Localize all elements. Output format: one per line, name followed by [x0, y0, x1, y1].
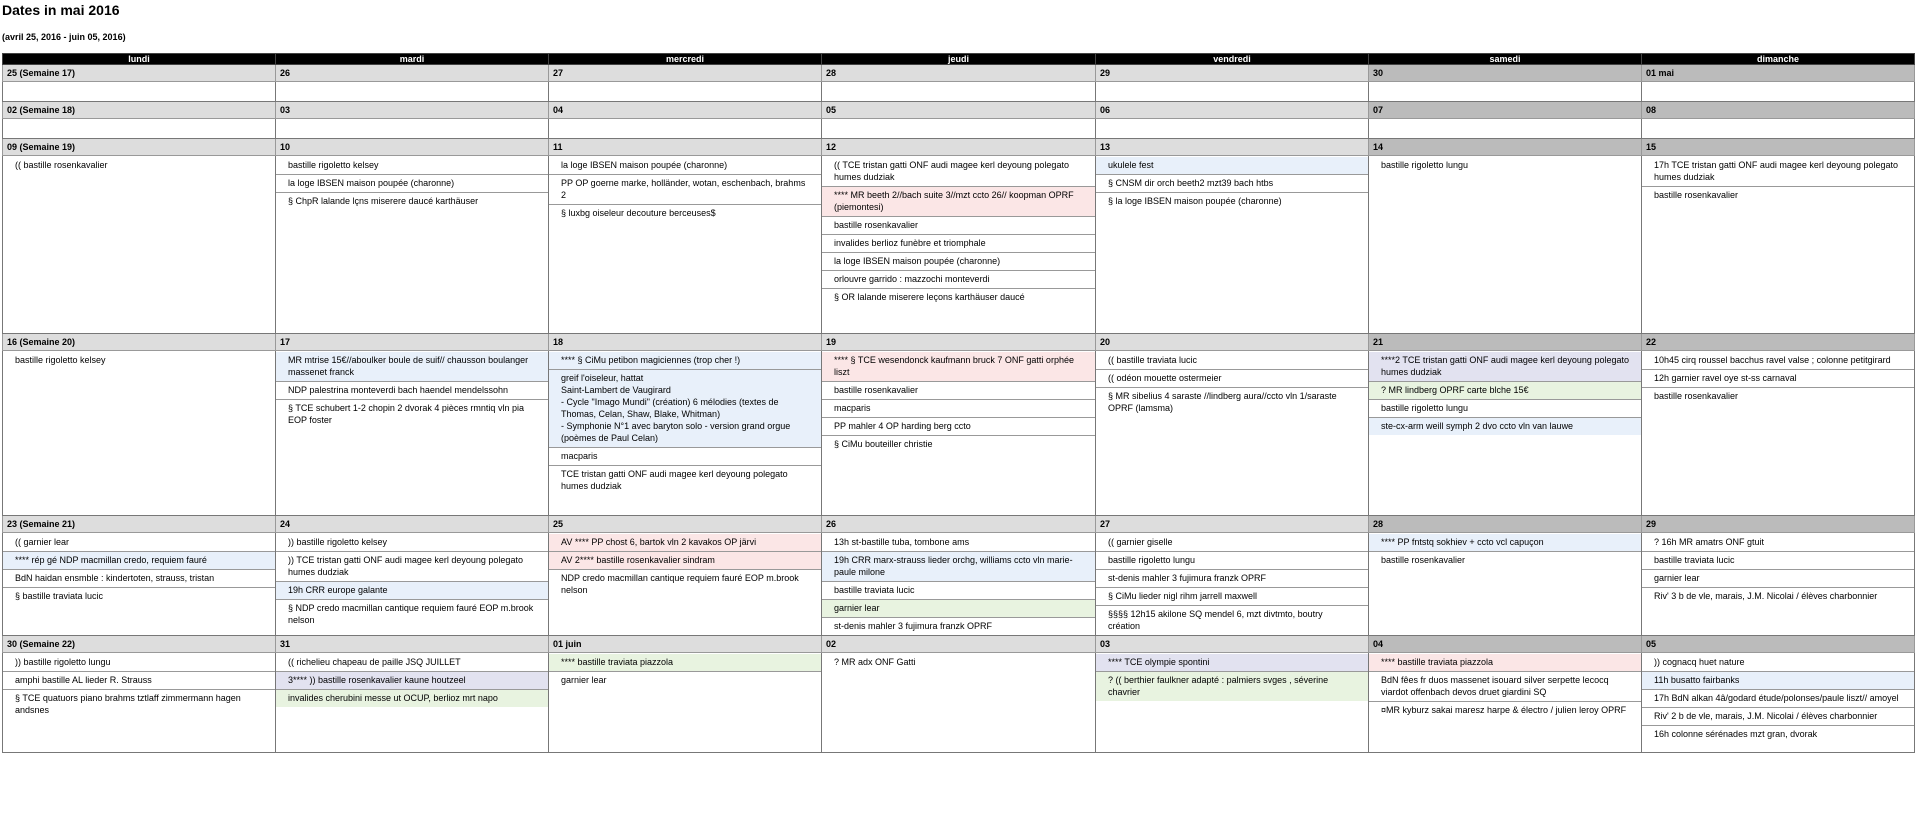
- calendar-event[interactable]: **** rép gé NDP macmillan credo, requiem fauré: [3, 552, 275, 570]
- weekday-dimanche: dimanche: [1642, 54, 1915, 65]
- calendar-event[interactable]: § ChpR lalande lçns miserere daucé karthäuser: [288, 196, 479, 206]
- calendar-event[interactable]: Riv' 2 b de vle, marais, J.M. Nicolai / élèves charbonnier: [1642, 708, 1914, 726]
- day-cell[interactable]: [1096, 351, 1369, 516]
- day-header-row: [3, 65, 1915, 82]
- calendar-event[interactable]: BdN fêes fr duos massenet isouard silver serpette lecocq viardot offenbach devos druet giardini SQ: [1369, 672, 1641, 702]
- day-header-row: [3, 102, 1915, 119]
- calendar-event[interactable]: ****2 TCE tristan gatti ONF audi magee kerl deyoung polegato humes dudziak: [1369, 352, 1641, 382]
- day-number[interactable]: 28: [822, 65, 1096, 82]
- day-number[interactable]: 29: [1096, 65, 1369, 82]
- calendar-event[interactable]: ? MR lindberg OPRF carte blche 15€: [1369, 382, 1641, 400]
- calendar-event[interactable]: 19h CRR marx-strauss lieder orchg, williams ccto vln marie-paule milone: [822, 552, 1095, 582]
- calendar-event[interactable]: ste-cx-arm weill symph 2 dvo ccto vln van lauwe: [1369, 418, 1641, 435]
- day-number[interactable]: 04: [1369, 636, 1642, 653]
- calendar-event[interactable]: invalides cherubini messe ut OCUP, berlioz mrt napo: [276, 690, 548, 707]
- weekday-header-row: [3, 54, 1915, 65]
- day-header-row: [3, 636, 1915, 653]
- calendar-event[interactable]: **** bastille traviata piazzola: [549, 654, 821, 672]
- day-cell[interactable]: [1369, 156, 1642, 334]
- day-number[interactable]: 19: [822, 334, 1096, 351]
- weekday-mercredi: mercredi: [549, 54, 822, 65]
- calendar-event[interactable]: st-denis mahler 3 fujimura franzk OPRF: [834, 621, 993, 631]
- calendar-event[interactable]: **** § TCE wesendonck kaufmann bruck 7 ONF gatti orphée liszt: [822, 352, 1095, 382]
- calendar-event[interactable]: garnier lear: [561, 675, 607, 685]
- calendar-event[interactable]: (( TCE tristan gatti ONF audi magee kerl deyoung polegato humes dudziak: [822, 157, 1095, 187]
- calendar-event[interactable]: 16h colonne sérénades mzt gran, dvorak: [1654, 729, 1818, 739]
- day-number[interactable]: 13: [1096, 139, 1369, 156]
- calendar-event[interactable]: **** PP fntstq sokhiev + ccto vcl capuçon: [1369, 534, 1641, 552]
- day-cell[interactable]: [1096, 119, 1369, 139]
- day-cell[interactable]: [1369, 653, 1642, 753]
- calendar-event[interactable]: § MR sibelius 4 saraste //lindberg aura//ccto vln 1/saraste OPRF (lamsma): [1108, 391, 1337, 413]
- calendar-event[interactable]: (( garnier giselle: [1096, 534, 1368, 552]
- calendar-event[interactable]: 17h TCE tristan gatti ONF audi magee kerl deyoung polegato humes dudziak: [1642, 157, 1914, 187]
- calendar-event[interactable]: **** TCE olympie spontini: [1096, 654, 1368, 672]
- calendar-event[interactable]: la loge IBSEN maison poupée (charonne): [276, 175, 548, 193]
- day-cell[interactable]: [1096, 156, 1369, 334]
- calendar-event[interactable]: macparis: [549, 448, 821, 466]
- calendar-event[interactable]: bastille traviata lucic: [1642, 552, 1914, 570]
- calendar-event[interactable]: )) bastille rigoletto kelsey: [276, 534, 548, 552]
- calendar-event[interactable]: )) bastille rigoletto lungu: [3, 654, 275, 672]
- calendar-event[interactable]: (( richelieu chapeau de paille JSQ JUILLET: [276, 654, 548, 672]
- day-number[interactable]: 25: [549, 516, 822, 533]
- weekday-lundi: lundi: [3, 54, 276, 65]
- calendar-event[interactable]: § la loge IBSEN maison poupée (charonne): [1108, 196, 1282, 206]
- day-cell[interactable]: [822, 533, 1096, 636]
- calendar-event[interactable]: **** bastille traviata piazzola: [1369, 654, 1641, 672]
- calendar-event[interactable]: la loge IBSEN maison poupée (charonne): [822, 253, 1095, 271]
- day-number[interactable]: 06: [1096, 102, 1369, 119]
- day-number[interactable]: 12: [822, 139, 1096, 156]
- day-cell[interactable]: [1642, 533, 1915, 636]
- weekday-mardi: mardi: [276, 54, 549, 65]
- calendar-event[interactable]: § CiMu lieder nigl rihm jarrell maxwell: [1096, 588, 1368, 606]
- calendar-event[interactable]: greif l'oiseleur, hattat Saint-Lambert de Vaugirard - Cycle "Imago Mundi" (création) 6 mélodies (textes de Thomas, Celan, Shaw, Blake, Whitman) - Symphonie N°1 avec baryton solo - version grand orgue (poèmes de Paul Celan): [549, 370, 821, 448]
- day-number[interactable]: 27: [549, 65, 822, 82]
- calendar-event[interactable]: st-denis mahler 3 fujimura franzk OPRF: [1096, 570, 1368, 588]
- day-content-row: [3, 351, 1915, 516]
- day-cell[interactable]: [1369, 119, 1642, 139]
- day-cell[interactable]: [1369, 533, 1642, 636]
- day-cell[interactable]: [1096, 653, 1369, 753]
- calendar-event[interactable]: PP mahler 4 OP harding berg ccto: [822, 418, 1095, 436]
- calendar-event[interactable]: §§§§ 12h15 akilone SQ mendel 6, mzt divtmto, boutry création: [1108, 609, 1323, 631]
- date-range: (avril 25, 2016 - juin 05, 2016): [2, 32, 126, 42]
- day-header-row: [3, 139, 1915, 156]
- day-cell[interactable]: [1642, 653, 1915, 753]
- calendar-event[interactable]: ukulele fest: [1096, 157, 1368, 175]
- calendar-event[interactable]: ¤MR kyburz sakai maresz harpe & électro / julien leroy OPRF: [1381, 705, 1627, 715]
- day-number[interactable]: 08: [1642, 102, 1915, 119]
- calendar-event[interactable]: orlouvre garrido : mazzochi monteverdi: [822, 271, 1095, 289]
- day-number[interactable]: 30 (Semaine 22): [3, 636, 276, 653]
- day-number[interactable]: 17: [276, 334, 549, 351]
- day-cell[interactable]: [1096, 533, 1369, 636]
- calendar-event[interactable]: AV **** PP chost 6, bartok vln 2 kavakos OP järvi: [549, 534, 821, 552]
- day-number[interactable]: 05: [1642, 636, 1915, 653]
- calendar-event[interactable]: 10h45 cirq roussel bacchus ravel valse ; colonne petitgirard: [1642, 352, 1914, 370]
- day-cell[interactable]: [822, 82, 1096, 102]
- weekday-jeudi: jeudi: [822, 54, 1096, 65]
- calendar-event[interactable]: la loge IBSEN maison poupée (charonne): [549, 157, 821, 175]
- calendar-event[interactable]: Riv' 3 b de vle, marais, J.M. Nicolai / élèves charbonnier: [1654, 591, 1878, 601]
- calendar-event[interactable]: (( garnier lear: [3, 534, 275, 552]
- day-number[interactable]: 07: [1369, 102, 1642, 119]
- calendar-event[interactable]: § luxbg oiseleur decouture berceuses$: [561, 208, 716, 218]
- day-number[interactable]: 27: [1096, 516, 1369, 533]
- calendar-event[interactable]: 19h CRR europe galante: [276, 582, 548, 600]
- calendar-event[interactable]: ? MR adx ONF Gatti: [834, 657, 916, 667]
- calendar-event[interactable]: AV 2**** bastille rosenkavalier sindram: [549, 552, 821, 570]
- calendar-event[interactable]: § TCE schubert 1-2 chopin 2 dvorak 4 pièces rmntiq vln pia EOP foster: [288, 403, 524, 425]
- day-cell[interactable]: [822, 653, 1096, 753]
- day-content-row: [3, 156, 1915, 334]
- day-content-row: [3, 82, 1915, 102]
- calendar-event[interactable]: ? 16h MR amatrs ONF gtuit: [1642, 534, 1914, 552]
- day-cell[interactable]: [276, 351, 549, 516]
- day-content-row: [3, 653, 1915, 753]
- day-header-row: [3, 516, 1915, 533]
- calendar-event[interactable]: 13h st-bastille tuba, tombone ams: [822, 534, 1095, 552]
- calendar-event[interactable]: § NDP credo macmillan cantique requiem fauré EOP m.brook nelson: [288, 603, 534, 625]
- day-cell[interactable]: [1642, 119, 1915, 139]
- day-number[interactable]: 01 mai: [1642, 65, 1915, 82]
- day-number[interactable]: 31: [276, 636, 549, 653]
- day-number[interactable]: 02: [822, 636, 1096, 653]
- calendar-event[interactable]: bastille rigoletto lungu: [1369, 400, 1641, 418]
- weekday-vendredi: vendredi: [1096, 54, 1369, 65]
- calendar-event[interactable]: bastille rosenkavalier: [1654, 190, 1739, 200]
- day-number[interactable]: 20: [1096, 334, 1369, 351]
- day-number[interactable]: 10: [276, 139, 549, 156]
- day-number[interactable]: 04: [549, 102, 822, 119]
- day-number[interactable]: 05: [822, 102, 1096, 119]
- day-cell[interactable]: [549, 533, 822, 636]
- calendar-event[interactable]: amphi bastille AL lieder R. Strauss: [3, 672, 275, 690]
- day-cell[interactable]: [822, 351, 1096, 516]
- day-cell[interactable]: [549, 653, 822, 753]
- day-number[interactable]: 28: [1369, 516, 1642, 533]
- day-cell[interactable]: [3, 156, 276, 334]
- page-title: Dates in mai 2016: [2, 2, 120, 18]
- day-number[interactable]: 25 (Semaine 17): [3, 65, 276, 82]
- calendar-event[interactable]: § bastille traviata lucic: [15, 591, 104, 601]
- calendar-event[interactable]: bastille rosenkavalier: [1654, 391, 1739, 401]
- calendar-event[interactable]: ? (( berthier faulkner adapté : palmiers svges , séverine chavrier: [1096, 672, 1368, 701]
- calendar-event[interactable]: bastille rigoletto lungu: [1096, 552, 1368, 570]
- day-content-row: [3, 533, 1915, 636]
- day-cell[interactable]: [549, 351, 822, 516]
- calendar-event[interactable]: **** § CiMu petibon magiciennes (trop cher !): [549, 352, 821, 370]
- calendar-body: [3, 65, 1915, 753]
- day-number[interactable]: 21: [1369, 334, 1642, 351]
- calendar-event[interactable]: § CNSM dir orch beeth2 mzt39 bach htbs: [1096, 175, 1368, 193]
- day-number[interactable]: 14: [1369, 139, 1642, 156]
- day-header-row: [3, 334, 1915, 351]
- calendar-event[interactable]: bastille traviata lucic: [822, 582, 1095, 600]
- calendar-event[interactable]: 17h BdN alkan 4â/godard étude/polonses/paule liszt// amoyel: [1642, 690, 1914, 708]
- day-cell[interactable]: [1642, 351, 1915, 516]
- day-cell[interactable]: [3, 653, 276, 753]
- calendar-event[interactable]: bastille rigoletto kelsey: [15, 355, 106, 365]
- day-cell[interactable]: [276, 119, 549, 139]
- day-cell[interactable]: [3, 351, 276, 516]
- calendar-event[interactable]: bastille rosenkavalier: [822, 382, 1095, 400]
- day-cell[interactable]: [549, 119, 822, 139]
- calendar-event[interactable]: 3**** )) bastille rosenkavalier kaune houtzeel: [276, 672, 548, 690]
- day-number[interactable]: 02 (Semaine 18): [3, 102, 276, 119]
- calendar-event[interactable]: )) TCE tristan gatti ONF audi magee kerl deyoung polegato humes dudziak: [276, 552, 548, 582]
- weekday-samedi: samedi: [1369, 54, 1642, 65]
- day-cell[interactable]: [1642, 82, 1915, 102]
- day-number[interactable]: 26: [822, 516, 1096, 533]
- day-number[interactable]: 16 (Semaine 20): [3, 334, 276, 351]
- calendar-event[interactable]: (( bastille traviata lucic: [1096, 352, 1368, 370]
- day-cell[interactable]: [549, 156, 822, 334]
- calendar-event[interactable]: § OR lalande miserere leçons karthäuser daucé: [834, 292, 1025, 302]
- day-cell[interactable]: [3, 533, 276, 636]
- calendar-event[interactable]: macparis: [822, 400, 1095, 418]
- calendar-event[interactable]: )) cognacq huet nature: [1642, 654, 1914, 672]
- day-cell[interactable]: [1642, 156, 1915, 334]
- day-cell[interactable]: [276, 653, 549, 753]
- day-cell[interactable]: [276, 156, 549, 334]
- day-number[interactable]: 03: [1096, 636, 1369, 653]
- day-content-row: [3, 119, 1915, 139]
- day-number[interactable]: 23 (Semaine 21): [3, 516, 276, 533]
- calendar-event[interactable]: (( odéon mouette ostermeier: [1096, 370, 1368, 388]
- day-number[interactable]: 22: [1642, 334, 1915, 351]
- calendar-event[interactable]: NDP credo macmillan cantique requiem fauré EOP m.brook nelson: [561, 573, 799, 595]
- day-cell[interactable]: [276, 82, 549, 102]
- calendar-event[interactable]: (( bastille rosenkavalier: [15, 160, 108, 170]
- calendar-event[interactable]: bastille rigoletto lungu: [1381, 160, 1469, 170]
- calendar-event[interactable]: TCE tristan gatti ONF audi magee kerl deyoung polegato humes dudziak: [561, 469, 788, 491]
- day-number[interactable]: 29: [1642, 516, 1915, 533]
- day-cell[interactable]: [822, 119, 1096, 139]
- day-number[interactable]: 11: [549, 139, 822, 156]
- calendar-event[interactable]: PP OP goerne marke, holländer, wotan, eschenbach, brahms 2: [549, 175, 821, 205]
- day-number[interactable]: 09 (Semaine 19): [3, 139, 276, 156]
- calendar-event[interactable]: bastille rigoletto kelsey: [276, 157, 548, 175]
- day-cell[interactable]: [276, 533, 549, 636]
- calendar-event[interactable]: garnier lear: [1642, 570, 1914, 588]
- day-number[interactable]: 15: [1642, 139, 1915, 156]
- day-number[interactable]: 30: [1369, 65, 1642, 82]
- calendar-event[interactable]: bastille rosenkavalier: [822, 217, 1095, 235]
- day-cell[interactable]: [3, 119, 276, 139]
- day-cell[interactable]: [1369, 82, 1642, 102]
- calendar-event[interactable]: 11h busatto fairbanks: [1642, 672, 1914, 690]
- calendar-event[interactable]: § TCE quatuors piano brahms tztlaff zimmermann hagen andsnes: [15, 693, 241, 715]
- calendar-event[interactable]: MR mtrise 15€//aboulker boule de suif// chausson boulanger massenet franck: [276, 352, 548, 382]
- day-cell[interactable]: [549, 82, 822, 102]
- calendar-event[interactable]: invalides berlioz funèbre et triomphale: [822, 235, 1095, 253]
- calendar-event[interactable]: § CiMu bouteiller christie: [834, 439, 933, 449]
- day-number[interactable]: 24: [276, 516, 549, 533]
- day-number[interactable]: 03: [276, 102, 549, 119]
- calendar-event[interactable]: bastille rosenkavalier: [1381, 555, 1466, 565]
- day-cell[interactable]: [822, 156, 1096, 334]
- day-number[interactable]: 18: [549, 334, 822, 351]
- calendar-event[interactable]: NDP palestrina monteverdi bach haendel mendelssohn: [276, 382, 548, 400]
- day-number[interactable]: 26: [276, 65, 549, 82]
- calendar-event[interactable]: 12h garnier ravel oye st-ss carnaval: [1642, 370, 1914, 388]
- calendar-event[interactable]: **** MR beeth 2//bach suite 3//mzt ccto 26// koopman OPRF (piemontesi): [822, 187, 1095, 217]
- day-cell[interactable]: [1096, 82, 1369, 102]
- day-cell[interactable]: [1369, 351, 1642, 516]
- calendar-event[interactable]: BdN haidan ensmble : kindertoten, strauss, tristan: [3, 570, 275, 588]
- day-cell[interactable]: [3, 82, 276, 102]
- calendar-event[interactable]: garnier lear: [822, 600, 1095, 618]
- day-number[interactable]: 01 juin: [549, 636, 822, 653]
- calendar-grid: [2, 53, 1915, 753]
